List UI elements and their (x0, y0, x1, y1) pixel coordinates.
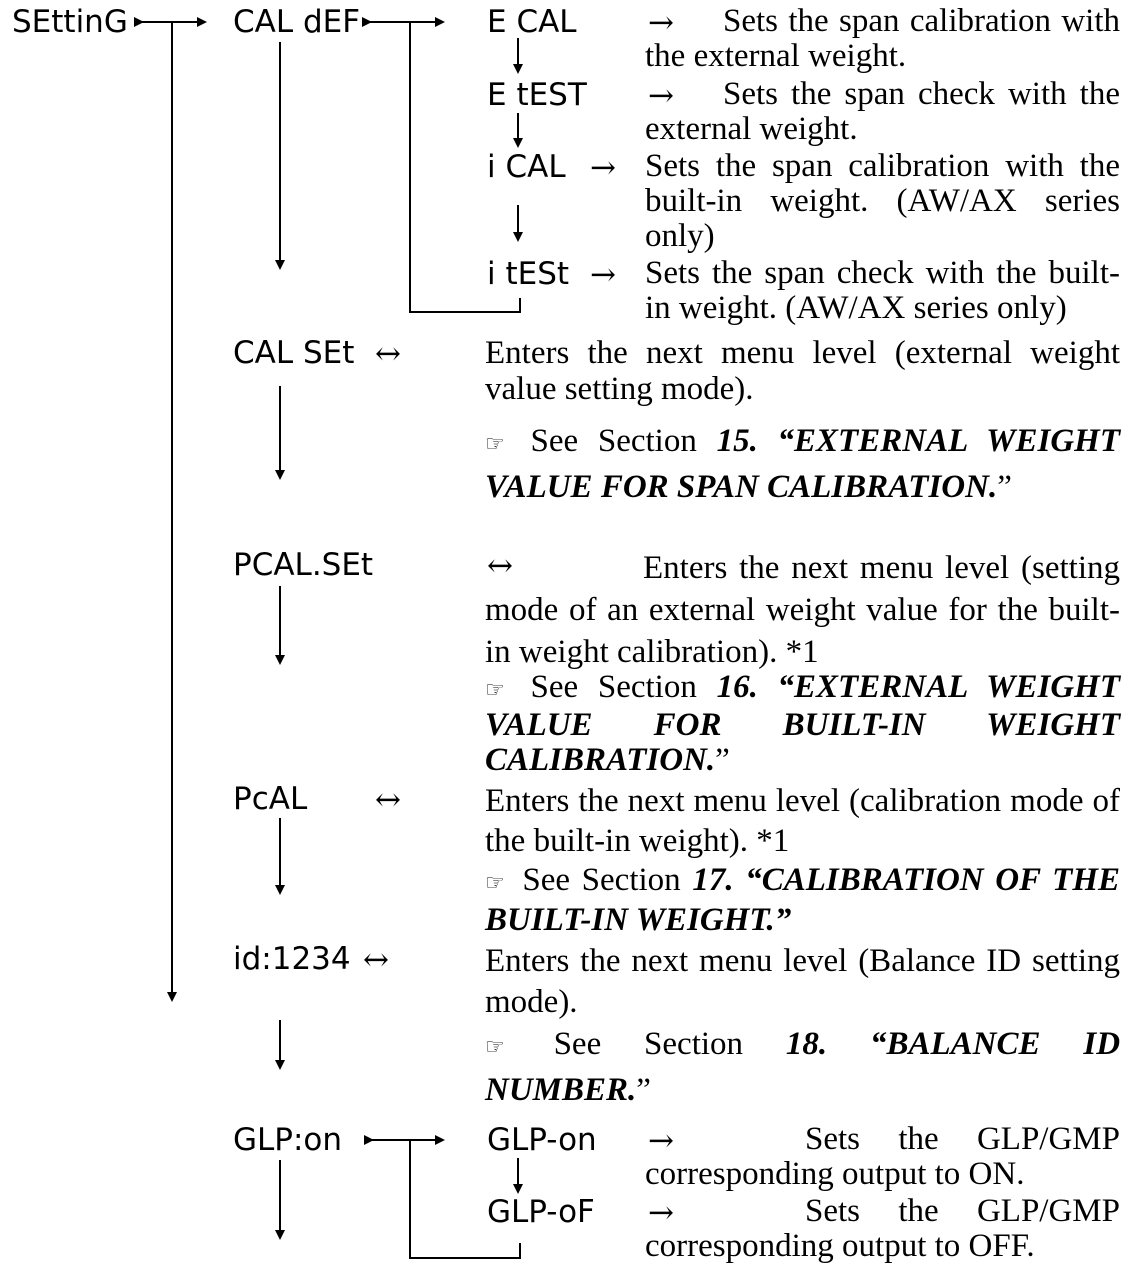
ecal-description: Sets the span calibration with the external weight. (645, 3, 1120, 74)
pcal-description: Enters the next menu level (calibration mode of the built-in weight). *1 (485, 783, 1120, 859)
cal-def-label: CAL dEF (233, 4, 361, 40)
id-ref-title: 18. “BALANCE ID NUMBER. (485, 1026, 1121, 1108)
cal-set-ref-prefix: See Section (530, 423, 697, 459)
id-label: id:1234 (233, 941, 351, 977)
id-ref-suffix: ” (636, 1072, 651, 1108)
etest-arrow: → (648, 78, 674, 114)
ical-code: i CAL (487, 149, 566, 185)
pointing-hand-icon: ☞ (485, 871, 505, 896)
root-setting-label: SEttinG (12, 4, 128, 40)
glp-of-description: Sets the GLP/GMP corresponding output to OFF. (645, 1193, 1120, 1264)
cal-set-description: Enters the next menu level (external weight value setting mode). (485, 335, 1120, 407)
pointing-hand-icon: ☞ (485, 1035, 505, 1060)
glp-of-arrow: → (648, 1195, 674, 1231)
cal-set-ref-suffix: ” (997, 469, 1012, 505)
ical-description: Sets the span calibration with the built-in weight. (AW/AX series only) (645, 148, 1120, 254)
glp-label: GLP:on (233, 1122, 343, 1158)
pcal-set-ref-title: 16. “EXTERNAL WEIGHT VALUE FOR BUILT-IN WEIGHT CALIBRATION. (485, 669, 1121, 778)
pcal-ref-title: 17. “CALIBRATION OF THE BUILT-IN WEIGHT.” (485, 862, 1121, 938)
glp-on-arrow: → (648, 1123, 674, 1159)
id-description: Enters the next menu level (Balance ID setting mode). (485, 943, 1120, 1020)
glp-of-code: GLP-oF (487, 1194, 595, 1230)
itest-description: Sets the span check with the built-in weight. (AW/AX series only) (645, 255, 1120, 326)
pcal-set-arrow: ↔ (487, 548, 513, 584)
pcal-ref-prefix: See Section (522, 862, 681, 898)
pcal-set-ref-prefix: See Section (530, 669, 697, 705)
itest-code: i tESt (487, 256, 570, 292)
pcal-set-description: Enters the next menu level (setting mode of an external weight value for the built-in weight calibration). *1 (485, 550, 1120, 670)
cal-set-label: CAL SEt (233, 335, 355, 371)
pointing-hand-icon: ☞ (485, 678, 505, 703)
glp-on-code: GLP-on (487, 1122, 597, 1158)
ical-arrow: → (590, 150, 616, 186)
pcal-reference (485, 862, 1120, 938)
ecal-arrow: → (648, 5, 674, 41)
etest-code: E tEST (487, 77, 587, 113)
etest-description: Sets the span check with the external weight. (645, 76, 1120, 147)
cal-set-arrow: ↔ (375, 336, 401, 372)
pointing-hand-icon: ☞ (485, 432, 505, 457)
pcal-set-ref-suffix: ” (715, 742, 730, 778)
pcal-label: PcAL (233, 781, 308, 817)
pcal-set-reference (485, 670, 1120, 778)
itest-arrow: → (590, 257, 616, 293)
cal-set-ref-title: 15. “EXTERNAL WEIGHT VALUE FOR SPAN CALIBRATION. (485, 423, 1121, 505)
id-reference (485, 1023, 1120, 1111)
pcal-arrow: ↔ (375, 782, 401, 818)
cal-set-reference (485, 420, 1120, 509)
id-ref-prefix: See Section (553, 1026, 744, 1062)
id-arrow: ↔ (363, 942, 389, 978)
ecal-code: E CAL (487, 4, 577, 40)
glp-on-description: Sets the GLP/GMP corresponding output to ON. (645, 1121, 1120, 1192)
pcal-set-label: PCAL.SEt (233, 547, 374, 583)
